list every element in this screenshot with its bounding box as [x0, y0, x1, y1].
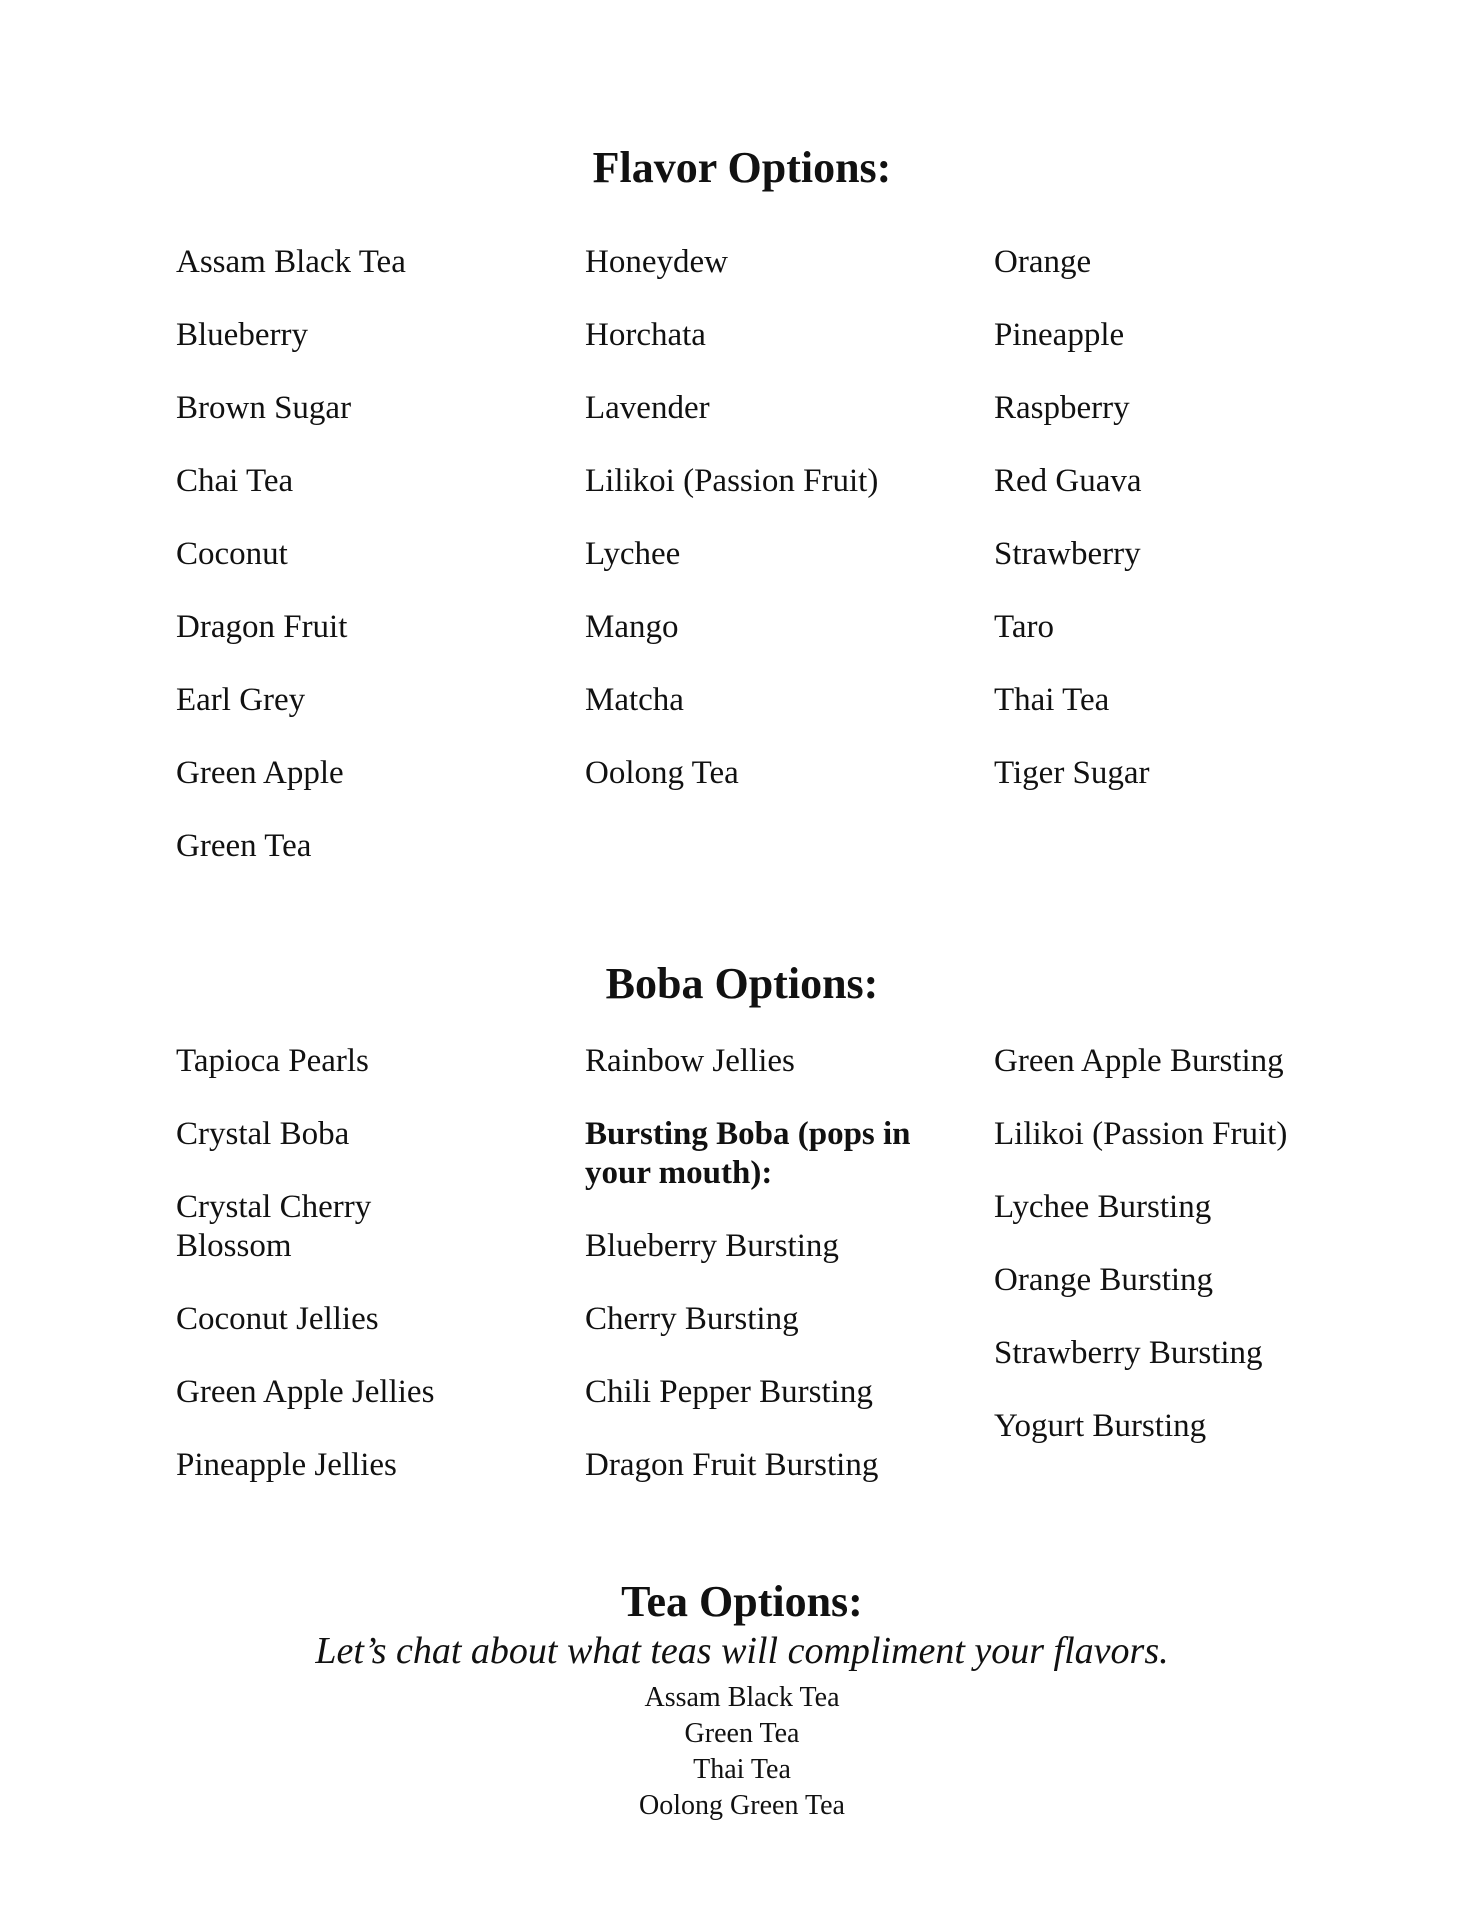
flavor-heading: Flavor Options: [592, 143, 892, 192]
flavor-column-3 [994, 243, 1394, 827]
list-item: Orange [994, 244, 1092, 280]
list-item: Coconut [176, 536, 288, 572]
list-item: Oolong Tea [585, 755, 739, 791]
list-item: Earl Grey [176, 682, 306, 718]
list-item: Lilikoi (Passion Fruit) [994, 1116, 1288, 1152]
list-item: Raspberry [994, 390, 1130, 426]
list-item: Lavender [585, 390, 710, 426]
list-item: Lychee Bursting [994, 1189, 1212, 1225]
list-item: Strawberry [994, 536, 1141, 572]
list-item: Pineapple Jellies [176, 1447, 397, 1483]
boba-column-2 [585, 1042, 985, 1519]
list-item: Rainbow Jellies [585, 1043, 795, 1079]
list-item: Coconut Jellies [176, 1301, 379, 1337]
tea-subtitle: Let’s chat about what teas will compliment your flavors. [315, 1630, 1169, 1672]
list-item: Taro [994, 609, 1054, 645]
list-item: Pineapple [994, 317, 1125, 353]
list-item: Green Tea [684, 1718, 800, 1749]
list-item: Crystal Boba [176, 1116, 350, 1152]
list-item: Blueberry Bursting [585, 1228, 839, 1264]
list-item: Red Guava [994, 463, 1142, 499]
list-item: Horchata [585, 317, 706, 353]
boba-heading: Boba Options: [605, 959, 879, 1008]
list-item: Assam Black Tea [176, 244, 406, 280]
list-item: Thai Tea [994, 682, 1110, 718]
list-item: Green Apple Bursting [994, 1043, 1284, 1079]
list-item: Brown Sugar [176, 390, 352, 426]
list-item: Green Apple [176, 755, 344, 791]
list-item: Oolong Green Tea [639, 1790, 845, 1821]
boba-column-1 [176, 1042, 576, 1519]
list-item: Crystal Cherry Blossom [176, 1189, 372, 1264]
list-item: Lilikoi (Passion Fruit) [585, 463, 879, 499]
bursting-boba-subheading: Bursting Boba (pops in your mouth): [585, 1116, 911, 1191]
list-item: Dragon Fruit [176, 609, 348, 645]
list-item: Assam Black Tea [644, 1682, 840, 1713]
list-item: Green Apple Jellies [176, 1374, 435, 1410]
list-item: Lychee [585, 536, 681, 572]
list-item: Blueberry [176, 317, 308, 353]
list-item: Dragon Fruit Bursting [585, 1447, 879, 1483]
list-item: Orange Bursting [994, 1262, 1214, 1298]
list-item: Strawberry Bursting [994, 1335, 1263, 1371]
list-item: Tapioca Pearls [176, 1043, 369, 1079]
list-item: Cherry Bursting [585, 1301, 799, 1337]
tea-heading: Tea Options: [621, 1577, 863, 1626]
list-item: Yogurt Bursting [994, 1408, 1207, 1444]
list-item: Chili Pepper Bursting [585, 1374, 873, 1410]
flavor-column-1 [176, 243, 576, 900]
list-item: Matcha [585, 682, 684, 718]
flavor-column-2 [585, 243, 985, 827]
tea-list [0, 1680, 1484, 1824]
list-item: Chai Tea [176, 463, 294, 499]
list-item: Tiger Sugar [994, 755, 1150, 791]
boba-column-3 [994, 1042, 1394, 1480]
list-item: Mango [585, 609, 679, 645]
list-item: Green Tea [176, 828, 312, 864]
list-item: Honeydew [585, 244, 728, 280]
list-item: Thai Tea [693, 1754, 791, 1785]
